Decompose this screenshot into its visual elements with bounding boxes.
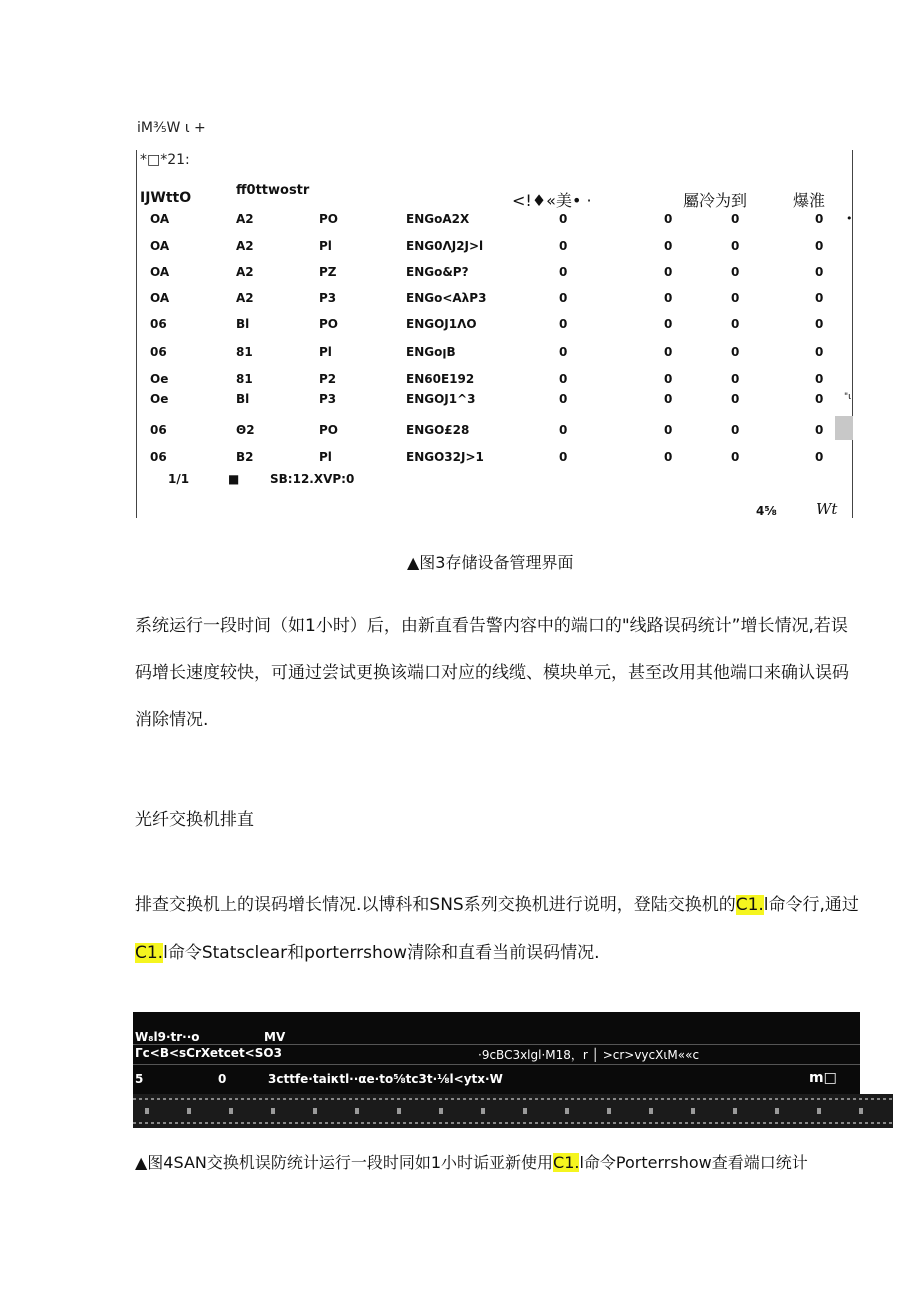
- terminal-dot: [691, 1108, 695, 1114]
- terminal-dot: [775, 1108, 779, 1114]
- figure3-subtitle: *□*21:: [140, 152, 190, 168]
- table-cell: 0: [815, 372, 824, 386]
- table-cell: Bl: [236, 392, 250, 406]
- table-cell: 0: [731, 450, 740, 464]
- terminal-dot: [145, 1108, 149, 1114]
- col-header-1: IJWttO: [140, 190, 192, 206]
- para2-line1: [135, 897, 859, 914]
- table-cell: 0: [664, 423, 673, 437]
- figure4-caption-a: ▲图4SAN交换机误防统计运行一段时同如1小时诟亚新使用: [135, 1153, 554, 1172]
- table-cell: 0: [815, 450, 824, 464]
- terminal-line3-b: 0: [218, 1072, 227, 1086]
- table-cell: 0: [559, 317, 568, 331]
- table-cell: ENGoꞁB: [406, 345, 456, 359]
- table-cell: 0: [815, 291, 824, 305]
- col-header-5: <!♦«美• ·: [512, 191, 592, 210]
- terminal-dot: [355, 1108, 359, 1114]
- table-cell: ENGo<AλP3: [406, 291, 487, 305]
- table-cell: 0: [731, 423, 740, 437]
- table-cell: A2: [236, 291, 254, 305]
- table-cell: 0: [559, 450, 568, 464]
- terminal-line3-c: 3cttfe·taiκtl··αe·to⅝tc3t·⅛l<ytx·W: [268, 1072, 503, 1086]
- table-cell: 0: [664, 239, 673, 253]
- cli-highlight-2: C1.: [135, 943, 164, 963]
- table-cell: 0: [664, 450, 673, 464]
- table-cell: Pl: [319, 450, 332, 464]
- col-header-2: ff0ttwostr: [236, 183, 310, 198]
- table-cell: 0: [731, 392, 740, 406]
- table-cell: 0: [664, 265, 673, 279]
- table-cell: 0: [815, 392, 824, 406]
- table-cell: P3: [319, 291, 337, 305]
- table-cell: PO: [319, 423, 338, 437]
- table-cell: 0: [815, 317, 824, 331]
- figure3-right-border: [852, 150, 853, 518]
- table-cell: 0: [664, 317, 673, 331]
- table-cell: ENGoA2X: [406, 212, 470, 226]
- table-cell: 0: [731, 212, 740, 226]
- figure4-caption: [135, 1150, 808, 1173]
- col-header-8: 爆淮: [793, 191, 826, 210]
- terminal-dot: [313, 1108, 317, 1114]
- table-cell: A2: [236, 239, 254, 253]
- table-cell: A2: [236, 265, 254, 279]
- table-cell: 0: [559, 265, 568, 279]
- terminal-dot: [439, 1108, 443, 1114]
- terminal-dot-row-bottom: [133, 1122, 893, 1124]
- table-cell: 0: [731, 317, 740, 331]
- table-cell: 0: [731, 372, 740, 386]
- terminal-dot: [187, 1108, 191, 1114]
- table-cell: PO: [319, 317, 338, 331]
- status-text: SB:12.XVP:0: [270, 472, 355, 486]
- table-cell: 81: [236, 345, 253, 359]
- terminal-panel: [133, 1012, 860, 1094]
- table-cell: 0: [664, 392, 673, 406]
- table-cell: 0: [731, 239, 740, 253]
- corner-wt: Wt: [816, 500, 838, 518]
- cli-highlight-3: C1.: [553, 1153, 580, 1172]
- table-cell: 06: [150, 345, 167, 359]
- figure3-caption: ▲图3存储设备管理界面: [407, 553, 574, 572]
- terminal-line1-a: W₈l9·tr··o: [135, 1030, 200, 1044]
- table-cell: 81: [236, 372, 253, 386]
- table-cell: 0: [815, 265, 824, 279]
- table-cell: A2: [236, 212, 254, 226]
- table-cell: 0: [731, 265, 740, 279]
- para2-line1-b: l命令行,通过: [763, 895, 859, 915]
- table-cell: Pl: [319, 345, 332, 359]
- table-cell: ENGO32J>1: [406, 450, 484, 464]
- para2-line2: [135, 945, 599, 962]
- table-cell: 0: [559, 345, 568, 359]
- terminal-dot: [817, 1108, 821, 1114]
- status-page: 1/1: [168, 472, 190, 486]
- corner-percent: 4⅝: [756, 504, 777, 518]
- table-cell: ENGO£28: [406, 423, 470, 437]
- table-cell: Pl: [319, 239, 332, 253]
- terminal-dot: [607, 1108, 611, 1114]
- table-cell: B2: [236, 450, 254, 464]
- terminal-dot: [229, 1108, 233, 1114]
- table-cell: Oe: [150, 372, 169, 386]
- section-heading: 光纤交换机排直: [135, 810, 254, 830]
- side-mark-2: "ι: [844, 392, 852, 402]
- table-cell: OA: [150, 291, 170, 305]
- table-cell: 0: [559, 239, 568, 253]
- para2-line1-a: 排查交换机上的误码增长情况.以博科和SNS系列交换机进行说明，登陆交换机的: [135, 895, 736, 915]
- table-cell: 0: [559, 291, 568, 305]
- table-cell: 0: [815, 212, 824, 226]
- terminal-dot: [523, 1108, 527, 1114]
- table-cell: ENGOJ1ΛO: [406, 317, 477, 331]
- para1-line1: 系统运行一段时间（如1小时）后，由新直看告警内容中的端口的"线路误码统计”增长情况,若误: [135, 616, 848, 636]
- table-cell: OA: [150, 265, 170, 279]
- para2-line2-b: l命令Statsclear和porterrshow清除和直看当前误码情况.: [163, 943, 600, 963]
- table-cell: 06: [150, 317, 167, 331]
- terminal-dot: [733, 1108, 737, 1114]
- terminal-dot: [481, 1108, 485, 1114]
- table-cell: ENGo&P?: [406, 265, 469, 279]
- table-cell: 06: [150, 423, 167, 437]
- table-cell: 0: [731, 291, 740, 305]
- table-cell: 0: [815, 239, 824, 253]
- table-cell: 0: [559, 212, 568, 226]
- table-cell: Θ2: [236, 423, 255, 437]
- table-cell: Oe: [150, 392, 169, 406]
- terminal-port-stats-strip: [133, 1094, 893, 1128]
- table-cell: OA: [150, 239, 170, 253]
- terminal-line1-b: MV: [264, 1030, 286, 1044]
- table-cell: 0: [815, 423, 824, 437]
- para1-line2: 码增长速度较快，可通过尝试更换该端口对应的线缆、模块单元，甚至改用其他端口来确认误码: [135, 663, 849, 683]
- side-mark-1: •: [846, 212, 853, 225]
- table-cell: 06: [150, 450, 167, 464]
- terminal-separator-2: [133, 1064, 860, 1065]
- terminal-separator-1: [133, 1044, 860, 1045]
- table-cell: 0: [559, 423, 568, 437]
- terminal-dot: [565, 1108, 569, 1114]
- terminal-dot-row: [133, 1098, 893, 1100]
- table-cell: EN60E192: [406, 372, 475, 386]
- terminal-line2-a: Γc<B<sCrXetcet<SO3: [135, 1046, 282, 1060]
- terminal-dot: [859, 1108, 863, 1114]
- table-cell: 0: [664, 372, 673, 386]
- status-mark: ■: [228, 472, 240, 486]
- terminal-line2-b: ·9cBC3xlgl·M18，r │ >cr>vycXιM««c: [478, 1048, 700, 1062]
- figure3-left-border: [136, 150, 137, 518]
- table-cell: 0: [815, 345, 824, 359]
- table-cell: 0: [559, 392, 568, 406]
- table-cell: 0: [731, 345, 740, 359]
- scrollbar-thumb[interactable]: [835, 416, 853, 440]
- table-cell: ENGOJ1^3: [406, 392, 476, 406]
- figure4-caption-b: l命令Porterrshow查看端口统计: [579, 1153, 808, 1172]
- table-cell: P2: [319, 372, 337, 386]
- table-cell: ENG0ΛJ2J>l: [406, 239, 484, 253]
- figure3-top-label: iM⅗W ι +: [137, 120, 206, 136]
- table-cell: 0: [559, 372, 568, 386]
- col-header-7: 屬冷为到: [683, 191, 748, 210]
- table-cell: 0: [664, 291, 673, 305]
- table-cell: 0: [664, 212, 673, 226]
- terminal-dot: [397, 1108, 401, 1114]
- table-cell: OA: [150, 212, 170, 226]
- terminal-line3-d: m□: [809, 1070, 837, 1086]
- terminal-dot: [271, 1108, 275, 1114]
- table-cell: P3: [319, 392, 337, 406]
- table-cell: PO: [319, 212, 338, 226]
- table-cell: Bl: [236, 317, 250, 331]
- table-cell: 0: [664, 345, 673, 359]
- para1-line3: 消除情况.: [135, 710, 209, 730]
- terminal-line3-a: 5: [135, 1072, 144, 1086]
- cli-highlight-1: C1.: [735, 895, 764, 915]
- terminal-dot: [649, 1108, 653, 1114]
- table-cell: PZ: [319, 265, 337, 279]
